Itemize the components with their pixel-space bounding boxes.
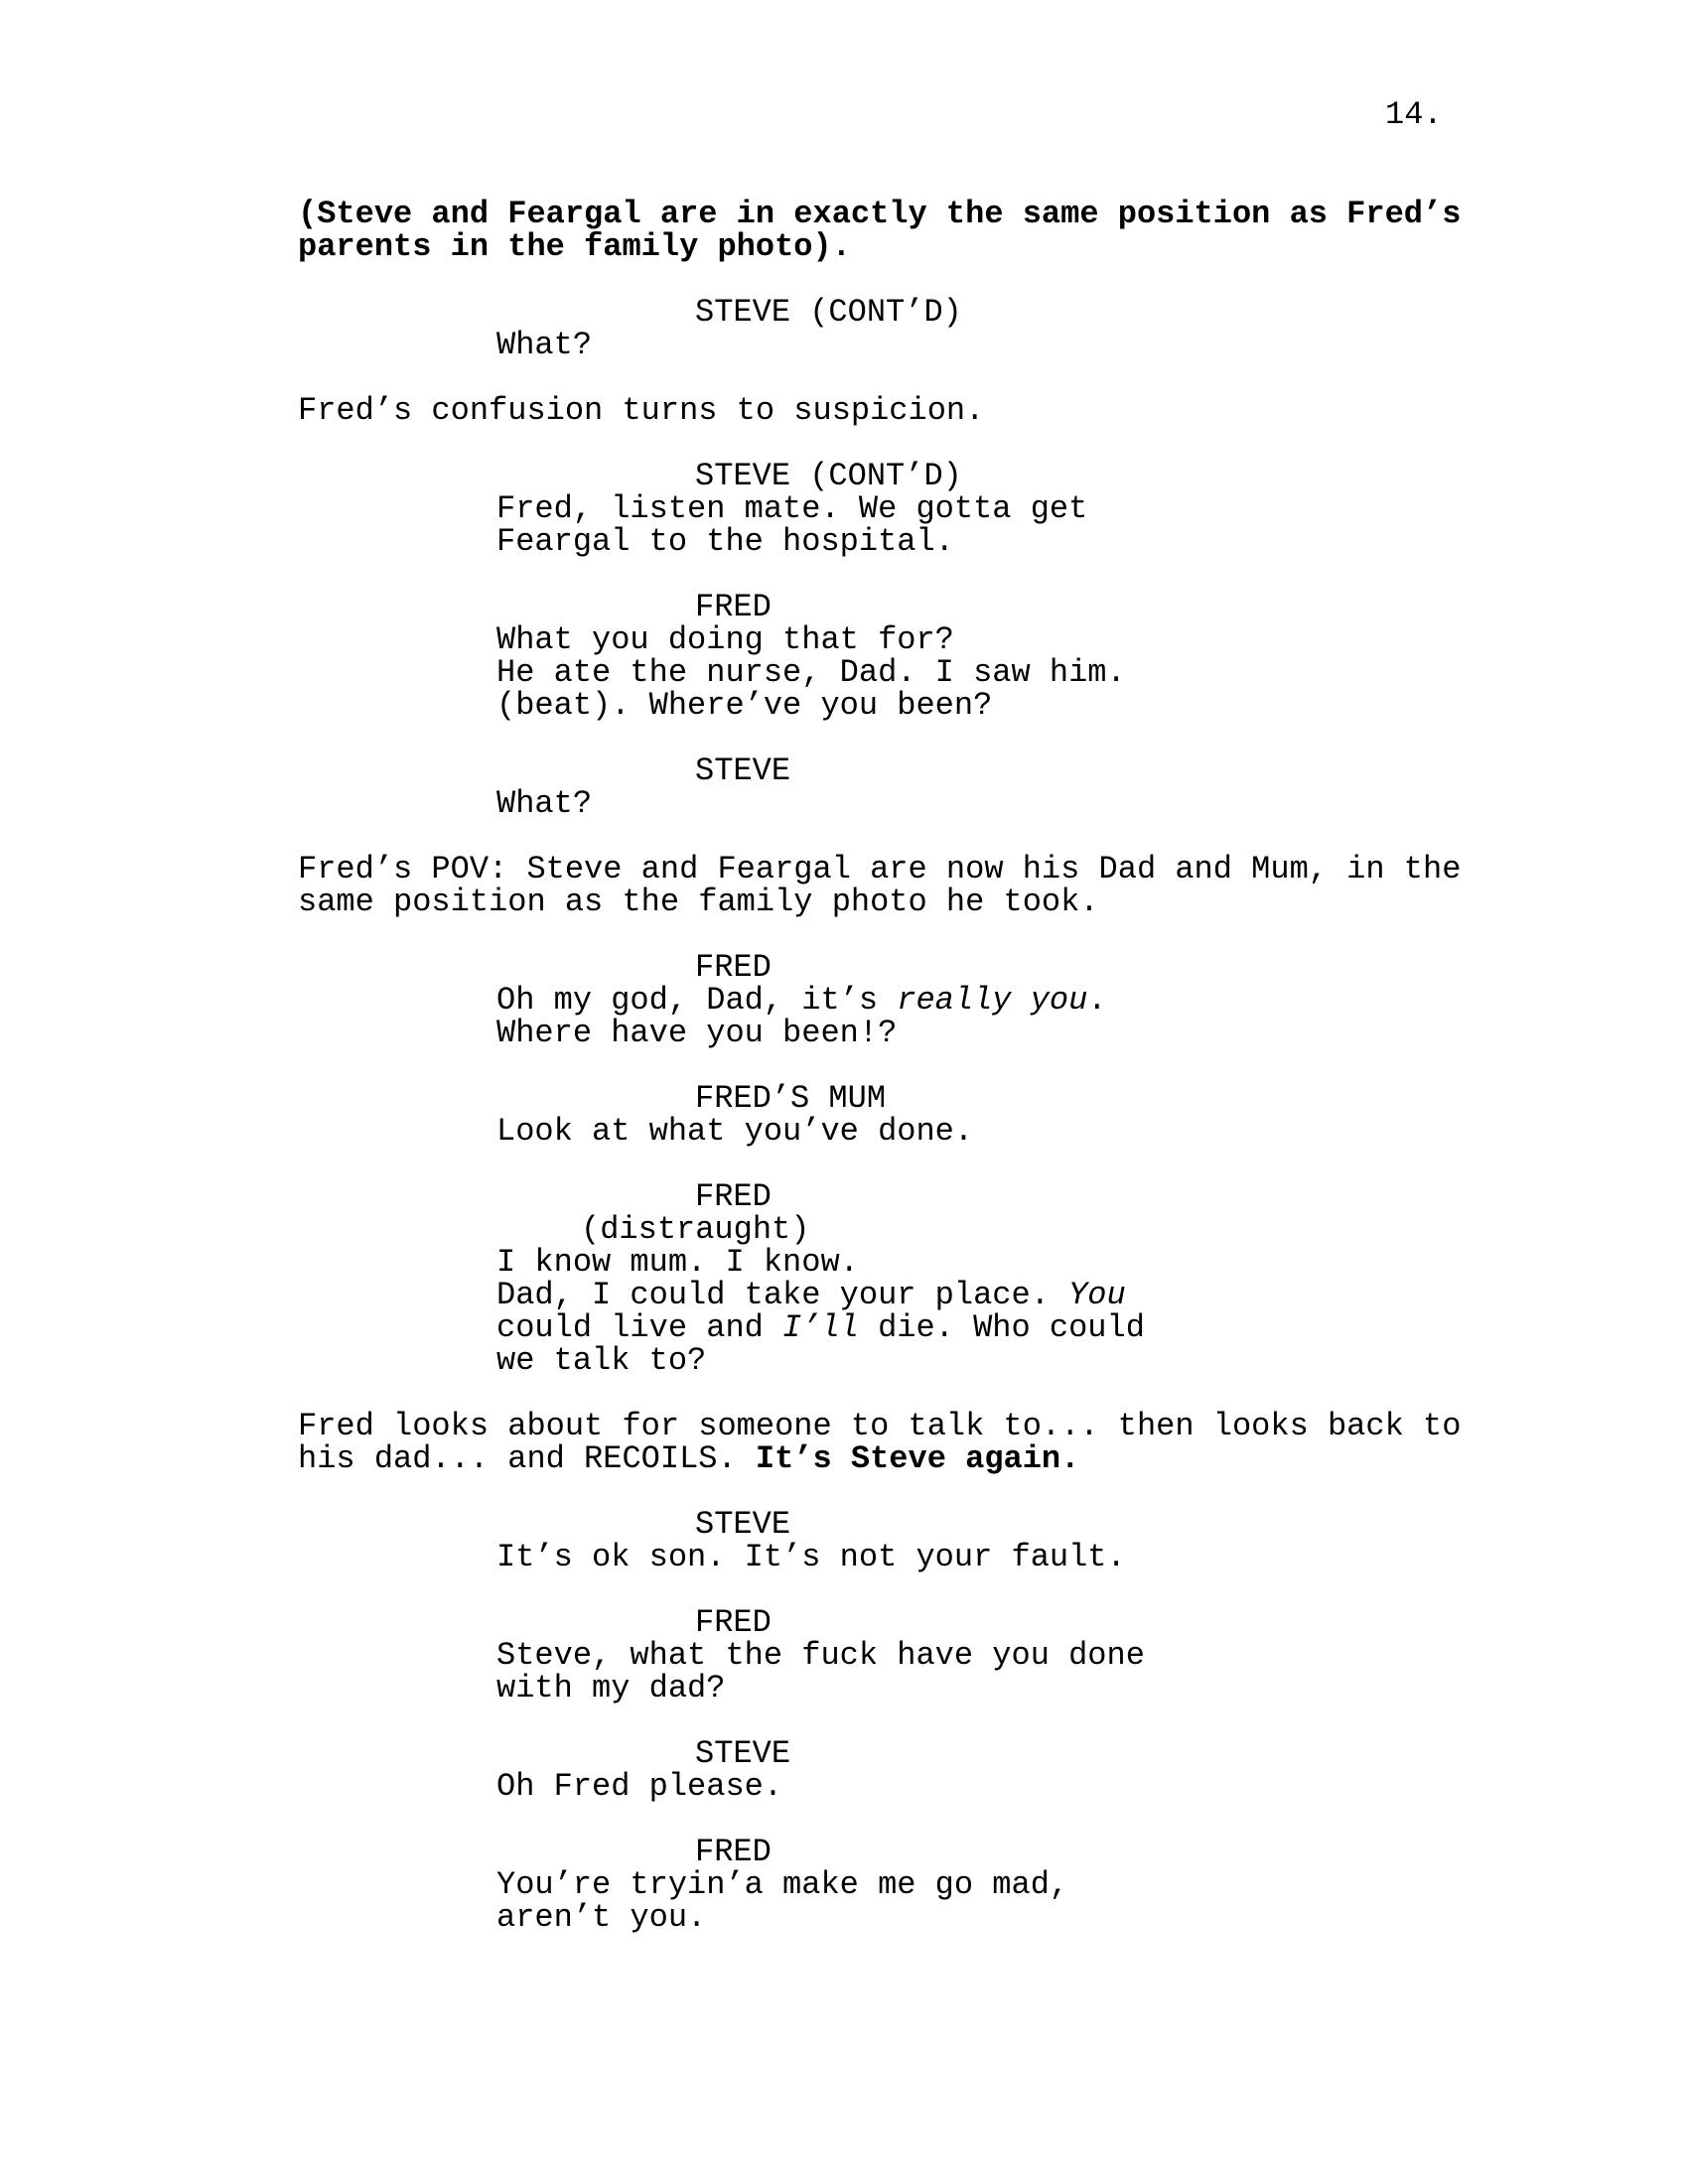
dialogue-block bbox=[0, 1737, 1688, 1803]
dialogue-block bbox=[0, 1508, 1688, 1573]
dialogue-line: Where have you been!? bbox=[496, 1015, 898, 1051]
action-block bbox=[298, 1410, 1489, 1475]
character-name: FRED bbox=[695, 589, 772, 625]
action-line: same position as the family photo he took. bbox=[298, 884, 1099, 920]
dialogue-line: aren’t you. bbox=[496, 1899, 707, 1936]
character-name: FRED bbox=[695, 1834, 772, 1870]
dialogue-line: Fred, listen mate. We gotta get bbox=[496, 490, 1088, 527]
dialogue-block bbox=[0, 1836, 1688, 1934]
dialogue-line: Oh Fred please. bbox=[496, 1768, 783, 1805]
dialogue-block bbox=[0, 754, 1688, 820]
dialogue-text bbox=[496, 787, 1688, 820]
italic-text: really you bbox=[897, 982, 1088, 1019]
text-run: his dad... and RECOILS. bbox=[298, 1440, 756, 1477]
character-name: FRED bbox=[695, 1178, 772, 1215]
character-name: FRED’S MUM bbox=[695, 1080, 887, 1117]
text-run: die. Who could bbox=[858, 1309, 1145, 1346]
character-name: STEVE (CONT’D) bbox=[695, 458, 962, 494]
action-line: parents in the family photo). bbox=[298, 228, 851, 265]
dialogue-line: (beat). Where’ve you been? bbox=[496, 687, 993, 724]
character-name: STEVE bbox=[695, 752, 791, 789]
dialogue-line bbox=[496, 1311, 1688, 1344]
dialogue-line: It’s ok son. It’s not your fault. bbox=[496, 1539, 1126, 1575]
dialogue-block bbox=[0, 951, 1688, 1049]
dialogue-text bbox=[496, 1541, 1688, 1573]
text-run: . bbox=[1087, 982, 1107, 1019]
action-line: Fred looks about for someone to talk to... then looks back to bbox=[298, 1408, 1462, 1444]
action-line bbox=[298, 1442, 1489, 1475]
dialogue-line: I know mum. I know. bbox=[496, 1244, 859, 1281]
dialogue-line bbox=[496, 984, 1688, 1017]
character-name: STEVE (CONT’D) bbox=[695, 294, 962, 331]
dialogue-line: He ate the nurse, Dad. I saw him. bbox=[496, 654, 1126, 691]
action-block bbox=[298, 853, 1489, 918]
dialogue-block bbox=[0, 296, 1688, 361]
dialogue-line: we talk to? bbox=[496, 1342, 707, 1379]
dialogue-line: Steve, what the fuck have you done bbox=[496, 1637, 1145, 1674]
dialogue-text bbox=[496, 492, 1688, 558]
parenthetical: (distraught) bbox=[581, 1211, 810, 1248]
italic-text: You bbox=[1068, 1277, 1126, 1313]
dialogue-text bbox=[496, 329, 1688, 361]
action-block bbox=[298, 198, 1489, 263]
dialogue-block bbox=[0, 1180, 1688, 1377]
dialogue-text bbox=[496, 984, 1688, 1049]
action-line: Fred’s confusion turns to suspicion. bbox=[298, 392, 985, 429]
action-line: Fred’s POV: Steve and Feargal are now his Dad and Mum, in the bbox=[298, 851, 1462, 887]
script-body bbox=[0, 198, 1688, 1967]
dialogue-block bbox=[0, 1606, 1688, 1705]
text-run: Oh my god, Dad, it’s bbox=[496, 982, 898, 1019]
dialogue-block bbox=[0, 460, 1688, 558]
dialogue-block bbox=[0, 1082, 1688, 1148]
dialogue-line: What? bbox=[496, 327, 593, 363]
dialogue-block bbox=[0, 591, 1688, 722]
dialogue-line bbox=[496, 1279, 1688, 1311]
character-name: FRED bbox=[695, 1604, 772, 1641]
bold-text: It’s Steve again. bbox=[755, 1440, 1080, 1477]
character-name: FRED bbox=[695, 949, 772, 986]
character-name: STEVE bbox=[695, 1735, 791, 1772]
dialogue-line: Look at what you’ve done. bbox=[496, 1113, 974, 1150]
dialogue-line: Feargal to the hospital. bbox=[496, 523, 954, 560]
dialogue-text bbox=[496, 1115, 1688, 1148]
dialogue-line: You’re tryin’a make me go mad, bbox=[496, 1866, 1069, 1903]
dialogue-text bbox=[496, 623, 1688, 722]
character-name: STEVE bbox=[695, 1506, 791, 1543]
dialogue-text bbox=[496, 1639, 1688, 1705]
italic-text: I’ll bbox=[782, 1309, 859, 1346]
dialogue-text bbox=[496, 1868, 1688, 1934]
text-run: Dad, I could take your place. bbox=[496, 1277, 1069, 1313]
dialogue-line: What you doing that for? bbox=[496, 621, 954, 658]
action-block bbox=[298, 394, 1489, 427]
dialogue-text bbox=[496, 1246, 1688, 1377]
dialogue-text bbox=[496, 1770, 1688, 1803]
action-line: (Steve and Feargal are in exactly the same position as Fred’s bbox=[298, 196, 1462, 232]
dialogue-line: What? bbox=[496, 785, 593, 822]
dialogue-line: with my dad? bbox=[496, 1670, 726, 1706]
page-number: 14. bbox=[1385, 96, 1443, 133]
text-run: could live and bbox=[496, 1309, 783, 1346]
